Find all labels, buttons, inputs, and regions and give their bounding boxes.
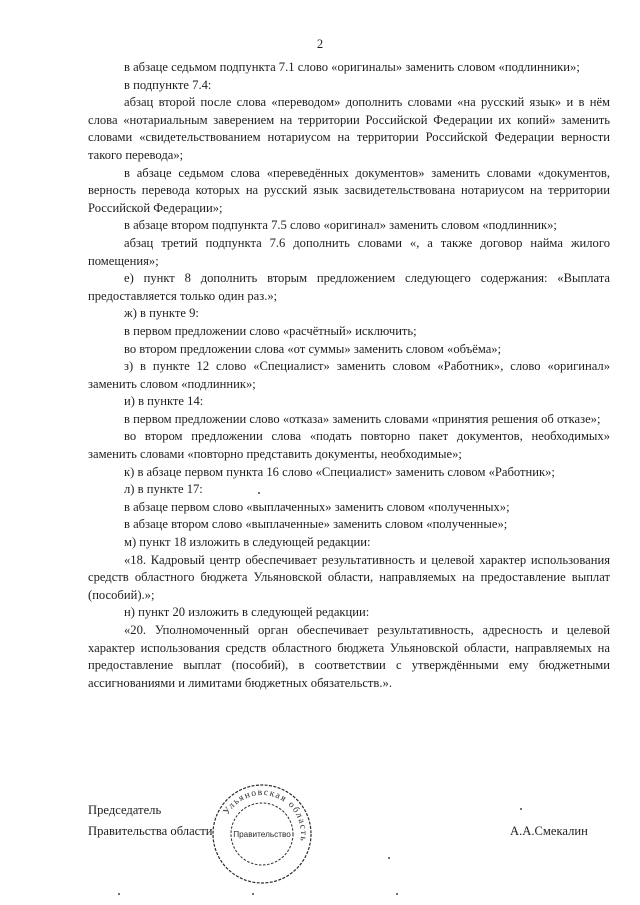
- scan-speck: [396, 893, 398, 895]
- scan-speck: [252, 893, 254, 895]
- paragraph: м) пункт 18 изложить в следующей редакции:: [124, 535, 371, 550]
- paragraph: з) в пункте 12 слово «Специалист» заменить словом «Работник», слово «оригинал» заменить словом «подлинник»;: [88, 359, 610, 391]
- scan-speck: [258, 492, 260, 494]
- paragraph: н) пункт 20 изложить в следующей редакции:: [124, 605, 370, 620]
- scan-speck: [388, 857, 390, 859]
- paragraph: к) в абзаце первом пункта 16 слово «Специалист» заменить словом «Работник»;: [124, 464, 555, 479]
- paragraph: в абзаце седьмом слова «переведённых документов» заменить словами «документов, верность перевода которых на русский язык засвидетельствована нотариусом на территории Российской Федерации»;: [88, 165, 610, 215]
- paragraph: е) пункт 8 дополнить вторым предложением следующего содержания: «Выплата предоставляется только один раз.»;: [88, 271, 610, 303]
- paragraph: абзац третий подпункта 7.6 дополнить словами «, а также договор найма жилого помещения»;: [88, 235, 610, 268]
- page-number: 2: [316, 37, 324, 51]
- paragraph: в подпункте 7.4:: [124, 77, 212, 92]
- paragraph: в абзаце седьмом подпункта 7.1 слово «оригиналы» заменить словом «подлинники»;: [124, 60, 580, 74]
- signature-title: [88, 800, 213, 842]
- scan-speck: [520, 808, 522, 810]
- signature-name: А.А.Смекалин: [510, 824, 588, 838]
- paragraph: в абзаце втором подпункта 7.5 слово «оригинал» заменить словом «подлинник»;: [124, 218, 557, 233]
- signature-title-line2: Правительства области: [88, 824, 213, 838]
- document-body: [88, 59, 610, 692]
- paragraph: в абзаце втором слово «выплаченные» заменить словом «полученные»;: [124, 517, 508, 532]
- paragraph: во втором предложении слова «подать повторно пакет документов, необходимых» заменить словами «повторно представить документы, необходимые»;: [88, 429, 610, 462]
- paragraph: л) в пункте 17:: [124, 482, 203, 497]
- paragraph: в абзаце первом слово «выплаченных» заменить словом «полученных»;: [124, 499, 510, 514]
- paragraph: в первом предложении слово «отказа» заменить словами «принятия решения об отказе»;: [124, 411, 601, 426]
- svg-text:Ульяновская область: Ульяновская область: [221, 787, 309, 843]
- paragraph: во втором предложении слова «от суммы» заменить словом «объёма»;: [124, 341, 502, 356]
- scan-speck: [118, 893, 120, 895]
- signature-title-line1: Председатель: [88, 803, 162, 817]
- paragraph: ж) в пункте 9:: [124, 306, 199, 321]
- paragraph: абзац второй после слова «переводом» дополнить словами «на русский язык» и в нём слова «нотариальным заверением на территории Российской Федерации их копий» заменить словами «свидетельствованием нотариусом на территории Российской Федерации верности такого перевода»;: [88, 95, 610, 162]
- paragraph: «20. Уполномоченный орган обеспечивает результативность, адресность и целевой характер использования средств областного бюджета Ульяновской области, направляемых на предоставление выплат (пособий), в соответствии с утверждёнными ему бюджетными ассигнованиями и лимитами бюджетных обязательств.».: [88, 623, 610, 690]
- official-seal-stamp: [210, 782, 314, 886]
- paragraph: в первом предложении слово «расчётный» исключить;: [124, 323, 417, 338]
- paragraph: и) в пункте 14:: [124, 394, 204, 409]
- svg-text:Правительство: Правительство: [233, 830, 291, 839]
- paragraph: «18. Кадровый центр обеспечивает результативность и целевой характер использования средств областного бюджета Ульяновской области, направляемых на предоставление выплат (пособий).»;: [88, 552, 610, 602]
